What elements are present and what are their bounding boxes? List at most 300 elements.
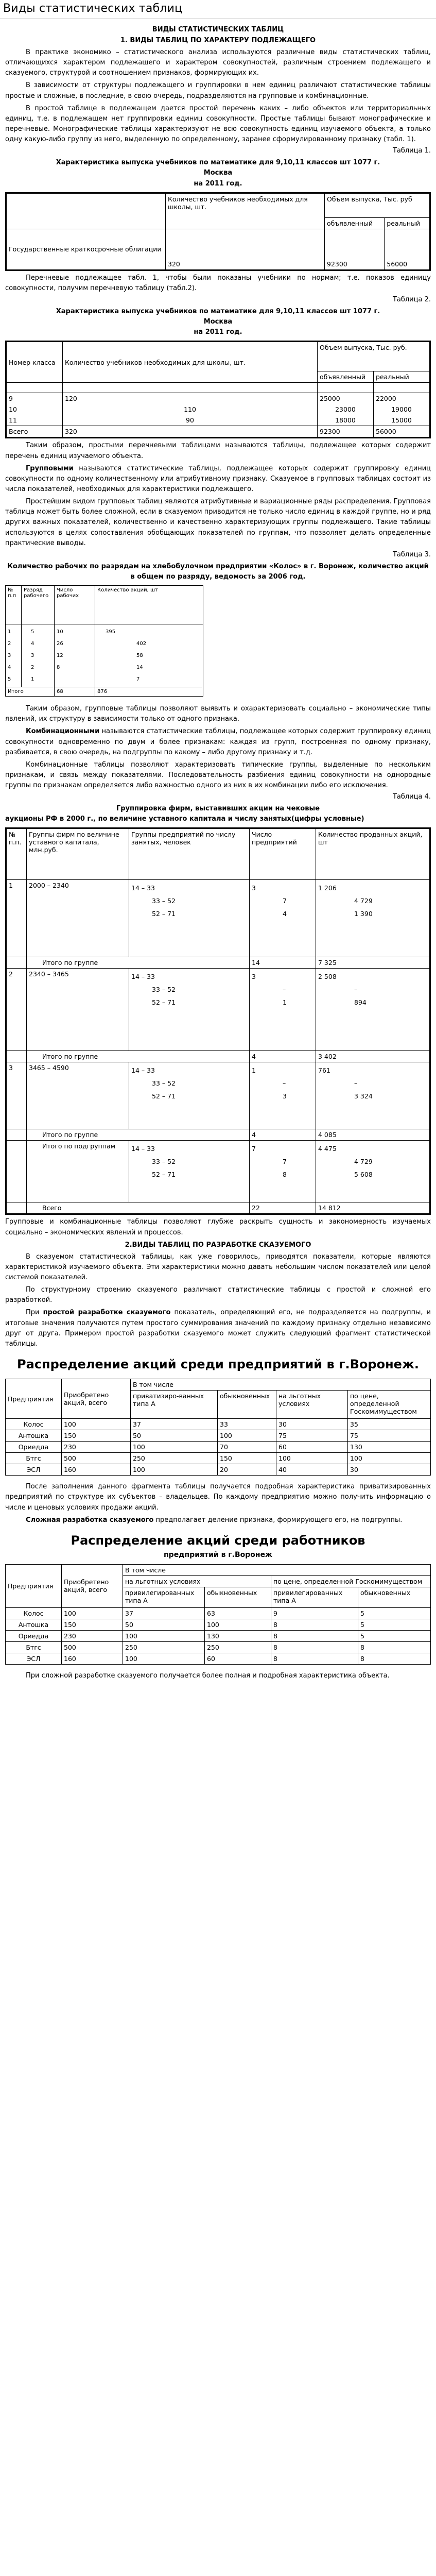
- table-cell: 50: [123, 1619, 205, 1630]
- table-header-price: по цене, определенной Госкомимуществом: [271, 1575, 431, 1587]
- table-cell: 3: [6, 1062, 27, 1129]
- header-divider: [0, 18, 436, 19]
- term: Сложная разработка сказуемого: [26, 1516, 154, 1524]
- table-cell: [129, 969, 250, 1051]
- table-row: [6, 1464, 431, 1476]
- table-header-price: по цене, определенной Госкомимуществом: [348, 1391, 431, 1419]
- paragraph-text: показатель, определяющий его, не подразделяется на подгруппы, и итоговые значения получаются путем простого суммирования значений по каждому признаку отдельно независимо друг от друга. Примером простой разработки сказуемого может служить следующий фрагмент статистической таблицы.: [5, 1309, 431, 1348]
- table-cell: 500: [62, 1641, 123, 1653]
- table-cell: 230: [62, 1630, 123, 1641]
- table-row: [6, 1442, 431, 1453]
- cell-line: 18000: [335, 416, 356, 425]
- table-header-no: № п.п: [6, 586, 22, 624]
- table-header-groups: Группы фирм по величине уставного капитала, млн.руб.: [27, 828, 129, 880]
- table-cell: Колос: [6, 1607, 62, 1619]
- paragraph: Перечневые подлежащее табл. 1, чтобы были показаны учебники по нормам; т.е. показов единицу совокупности, получим перечневую таблицу (табл.2).: [5, 274, 431, 292]
- table-cell: [374, 393, 430, 426]
- cell-line: 33 – 52: [152, 1079, 176, 1088]
- table-cell: Всего: [6, 426, 63, 438]
- cell-line: 4: [283, 910, 287, 918]
- table-header-shares: Количество проданных акций, шт: [316, 828, 430, 880]
- table-cell: Итого по группе: [27, 957, 250, 969]
- table-cell: [250, 880, 316, 957]
- table-header-no: № п.п.: [6, 828, 27, 880]
- cell-line: 12: [57, 653, 63, 659]
- table-2-caption: [5, 307, 431, 337]
- table-subtotal-row: [6, 1129, 430, 1141]
- table-cell: 500: [62, 1453, 131, 1464]
- table-cell: 2: [6, 969, 27, 1051]
- table-cell: 63: [205, 1607, 271, 1619]
- table-cell: 2000 – 2340: [27, 880, 129, 957]
- table-subtotal-row: [6, 1051, 430, 1062]
- cell-line: 19000: [391, 405, 412, 414]
- cell-line: 3: [252, 884, 256, 892]
- cell-line: 1 390: [354, 910, 373, 918]
- table-6: [5, 1564, 431, 1665]
- table-header-incl: В том числе: [123, 1564, 431, 1575]
- table-total-row: [6, 1202, 430, 1214]
- table-cell: [95, 624, 203, 687]
- table-header-sub: Группы предприятий по числу занятых, человек: [129, 828, 250, 880]
- paragraph: В практике экономико – статистического анализа используются различные виды статистических таблиц, отличающихся характером подлежащего и характером совокупностей, различным строением подлежащего и сказуемого, структурой и соотношением признаков, формирующих их.: [5, 48, 431, 77]
- table-header-priv: привилегированных типа А: [271, 1587, 358, 1607]
- table-header-priv: приватизиро-ванных типа А: [131, 1391, 218, 1419]
- paragraph: В простой таблице в подлежащем дается простой перечень каких – либо объектов или территориальных единиц, т.е. в подлежащем нет группировки единиц совокупности. Простые таблицы бывают монографические и перечневые. Монографические таблицы характеризуют не всю совокупность единиц изучаемого объекта, а только одну какую-либо группу из него, выделенную по определенному, заранее сформулированному признаку (табл. 1).: [5, 104, 431, 144]
- caption-line: Москва: [203, 318, 233, 326]
- table-cell: 75: [276, 1430, 348, 1442]
- table-header-ord: обыкновенных: [205, 1587, 271, 1607]
- cell-line: 52 – 71: [152, 1092, 176, 1100]
- cell-line: 8: [283, 1171, 287, 1179]
- table-header-real: реальный: [374, 371, 430, 383]
- table-cell: 22: [250, 1202, 316, 1214]
- table-cell: 70: [218, 1442, 276, 1453]
- cell-line: 402: [136, 641, 147, 647]
- table-cell: [6, 957, 27, 969]
- cell-line: 9: [9, 395, 13, 403]
- table-header-company: Предприятия: [6, 1379, 62, 1419]
- table-cell: 56000: [374, 426, 430, 438]
- table-row-name: Государственные краткосрочные облигации: [6, 229, 166, 270]
- table-cell: 33: [218, 1419, 276, 1430]
- table-cell: 100: [123, 1630, 205, 1641]
- cell-line: 14 – 33: [131, 884, 155, 892]
- table-cell: 100: [62, 1607, 123, 1619]
- paragraph: В сказуемом статистической таблицы, как уже говорилось, приводятся показатели, которые являются характеристикой изучаемого объекта. Эти характеристики можно давать небольшим числом показателей или целой системой показателей.: [5, 1252, 431, 1282]
- table-cell: 8: [271, 1653, 358, 1664]
- cell-line: 4 729: [354, 897, 373, 905]
- table-cell: 876: [95, 687, 203, 697]
- cell-line: –: [283, 1079, 286, 1088]
- table-header-declared: объявленный: [318, 371, 374, 383]
- cell-line: 3 324: [354, 1092, 373, 1100]
- paragraph-text: предполагает деление признака, формирующего его, на подгруппы.: [153, 1516, 403, 1524]
- cell-line: –: [354, 986, 358, 994]
- cell-line: 14 – 33: [131, 1145, 155, 1153]
- cell-line: 11: [9, 416, 17, 425]
- cell-line: 14 – 33: [131, 973, 155, 981]
- table-cell: 250: [123, 1641, 205, 1653]
- table-row: [6, 969, 430, 1051]
- cell-line: 761: [318, 1066, 330, 1075]
- section-2-title: 2.ВИДЫ ТАБЛИЦ ПО РАЗРАБОТКЕ СКАЗУЕМОГО: [125, 1241, 311, 1249]
- table-cell: 92300: [318, 426, 374, 438]
- cell-line: 4: [8, 665, 11, 671]
- table-cell: 100: [348, 1453, 431, 1464]
- table-header-priv: привилегированных типа А: [123, 1587, 205, 1607]
- cell-line: 3: [283, 1092, 287, 1100]
- table-cell: [6, 393, 63, 426]
- table-cell: 8: [358, 1641, 431, 1653]
- table-5: [5, 1379, 431, 1476]
- cell-line: 894: [354, 998, 367, 1007]
- cell-line: 52 – 71: [152, 910, 176, 918]
- paragraph: [5, 726, 431, 757]
- cell-line: 33 – 52: [152, 897, 176, 905]
- cell-line: 10: [9, 405, 17, 414]
- caption-line: на 2011 год.: [194, 328, 242, 336]
- table-header-pref: на льготных условиях: [123, 1575, 271, 1587]
- table-cell: 230: [62, 1442, 131, 1453]
- table-cell: 150: [62, 1430, 131, 1442]
- cell-line: –: [283, 986, 286, 994]
- table-cell: 56000: [385, 229, 430, 270]
- cell-line: 395: [106, 629, 116, 635]
- table-6-title: Распределение акций среди работников: [71, 1533, 365, 1548]
- table-cell: [129, 1141, 250, 1202]
- paragraph: По структурному строению сказуемого различают статистические таблицы с простой и сложной его разработкой.: [5, 1286, 431, 1304]
- paragraph: Таким образом, групповые таблицы позволяют выявить и охарактеризовать социально – экономические типы явлений, их структуру в зависимости только от одного признака.: [5, 705, 431, 723]
- page-title: Виды статистических таблиц: [3, 2, 183, 15]
- paragraph: Комбинационные таблицы позволяют характеризовать типические группы, выделенные по нескольким признакам, и связь между показателями. Последовательность разбиения единиц совокупности на однородные группы по признакам определяется либо важностью одного из них в их комбинации либо его исключения.: [5, 760, 431, 790]
- cell-line: 2 508: [318, 973, 337, 981]
- table-subtotal-row: [6, 957, 430, 969]
- table-cell: 150: [218, 1453, 276, 1464]
- table-4: [5, 827, 431, 1215]
- table-header-count: Количество учебников необходимых для школы, шт.: [166, 193, 325, 229]
- table-cell: [316, 880, 430, 957]
- cell-line: 7: [136, 676, 140, 683]
- paragraph-text: называются статистические таблицы, подлежащее которых содержит группировку единиц совокупности одновременно по двум и более признакам: каждая из групп, построенная по одному признаку, разбивается, в свою очередь, на подгруппы по какому – либо другому признаку и т.д.: [5, 727, 431, 756]
- table-row: [6, 1419, 431, 1430]
- table-cell: 320: [63, 426, 318, 438]
- table-cell: [250, 969, 316, 1051]
- cell-line: 1: [31, 676, 34, 683]
- cell-line: 15000: [391, 416, 412, 425]
- table-cell: 7 325: [316, 957, 430, 969]
- table-row: [6, 1641, 431, 1653]
- table-cell: 100: [123, 1653, 205, 1664]
- table-header-acquired: Приобретено акций, всего: [62, 1379, 131, 1419]
- cell-line: 3: [31, 653, 34, 659]
- table-cell: [318, 393, 374, 426]
- table-cell: 60: [276, 1442, 348, 1453]
- cell-line: 14 – 33: [131, 1066, 155, 1075]
- paragraph: В зависимости от структуры подлежащего и группировки в нем единиц различают статистические таблицы простые и сложные, в последние, в свою очередь, подразделяются на групповые и комбинационные.: [5, 81, 431, 100]
- table-total-row: [6, 687, 203, 697]
- table-cell: Ориедда: [6, 1630, 62, 1641]
- table-cell: [6, 1202, 27, 1214]
- table-cell: [6, 1141, 27, 1202]
- table-header-pref: на льготных условиях: [276, 1391, 348, 1419]
- paragraph: При сложной разработке сказуемого получается более полная и подробная характеристика объекта.: [26, 1671, 390, 1680]
- table-total-row: [6, 426, 430, 438]
- table-cell: 4: [250, 1129, 316, 1141]
- table-row: [6, 393, 430, 426]
- table-cell: [6, 383, 63, 393]
- cell-line: 8: [57, 665, 60, 671]
- table-cell: 60: [205, 1653, 271, 1664]
- table-header-acquired: Приобретено акций, всего: [62, 1564, 123, 1607]
- cell-line: 5 608: [354, 1171, 373, 1179]
- paragraph: После заполнения данного фрагмента таблицы получается подробная характеристика приватизированных предприятий по структуре их субъектов – владельцев. По каждому предприятию можно получить информацию о числе и ценовых условиях продажи акций.: [5, 1483, 431, 1512]
- table-cell: 5: [358, 1607, 431, 1619]
- table-header-real: реальный: [385, 217, 430, 229]
- cell-line: 10: [57, 629, 63, 635]
- cell-line: –: [354, 1079, 358, 1088]
- table-cell: 100: [218, 1430, 276, 1442]
- main-title: ВИДЫ СТАТИСТИЧЕСКИХ ТАБЛИЦ: [152, 26, 284, 33]
- caption-line: Группировка фирм, выставивших акции на чековые: [116, 805, 320, 813]
- paragraph: [5, 1308, 431, 1349]
- cell-line: 4 729: [354, 1158, 373, 1166]
- cell-line: 2: [8, 641, 11, 647]
- cell-line: 7: [283, 897, 287, 905]
- table-cell: [316, 1062, 430, 1129]
- table-cell: [318, 383, 374, 393]
- table-2-label: Таблица 2.: [392, 295, 431, 303]
- table-cell: Итого по группе: [27, 1051, 250, 1062]
- table-3-label: Таблица 3.: [392, 550, 431, 558]
- table-row: [6, 1141, 430, 1202]
- table-3: [5, 585, 203, 697]
- cell-line: 90: [186, 416, 194, 425]
- table-cell: Колос: [6, 1419, 62, 1430]
- table-cell: 50: [131, 1430, 218, 1442]
- table-cell: [63, 393, 318, 426]
- table-2: [5, 341, 431, 438]
- table-cell: 130: [348, 1442, 431, 1453]
- table-cell: ЭСЛ: [6, 1653, 62, 1664]
- table-4-label: Таблица 4.: [392, 793, 431, 801]
- table-cell: 100: [131, 1464, 218, 1476]
- table-header-company: Предприятия: [6, 1564, 62, 1607]
- table-cell: 9: [271, 1607, 358, 1619]
- table-cell: 14: [250, 957, 316, 969]
- table-header-shares: Количество акций, шт: [95, 586, 203, 624]
- cell-line: 58: [136, 653, 143, 659]
- cell-line: 23000: [335, 405, 356, 414]
- table-cell: Всего: [27, 1202, 250, 1214]
- table-cell: 3465 – 4590: [27, 1062, 129, 1129]
- table-cell: 8: [358, 1653, 431, 1664]
- term: простой разработке сказуемого: [43, 1309, 171, 1317]
- table-cell: 4: [250, 1051, 316, 1062]
- table-cell: 37: [123, 1607, 205, 1619]
- table-header-incl: В том числе: [131, 1379, 431, 1391]
- cell-line: 3: [252, 973, 256, 981]
- table-cell: [316, 1141, 430, 1202]
- table-cell: Итого: [6, 687, 55, 697]
- table-cell: 320: [166, 229, 325, 270]
- table-cell: 100: [205, 1619, 271, 1630]
- table-row: [6, 1630, 431, 1641]
- table-cell: [6, 624, 22, 687]
- table-cell: Итого по подгруппам: [27, 1141, 129, 1202]
- table-cell: Антошка: [6, 1619, 62, 1630]
- cell-line: 5: [8, 676, 11, 683]
- caption-line: Характеристика выпуска учебников по математике для 9,10,11 классов шт 1077 г.: [56, 307, 380, 315]
- table-cell: Бтгс: [6, 1641, 62, 1653]
- cell-line: 7: [283, 1158, 287, 1166]
- table-cell: 100: [276, 1453, 348, 1464]
- cell-line: 1 206: [318, 884, 337, 892]
- table-cell: 8: [271, 1641, 358, 1653]
- table-header-num: Число предприятий: [250, 828, 316, 880]
- table-cell: 68: [55, 687, 95, 697]
- table-cell: 250: [131, 1453, 218, 1464]
- table-cell: [6, 193, 166, 229]
- paragraph: Групповые и комбинационные таблицы позволяют глубже раскрыть сущность и закономерность изучаемых социально – экономических явлений и процессов.: [5, 1218, 431, 1236]
- cell-line: 2: [31, 665, 34, 671]
- term: Комбинационными: [26, 727, 100, 736]
- caption-line: Москва: [203, 169, 233, 177]
- table-3-caption: Количество рабочих по разрядам на хлебобулочном предприятии «Колос» в г. Воронеж, количество акций в общем по разряду, ведомость за 2006 год.: [7, 562, 429, 581]
- table-cell: 14 812: [316, 1202, 430, 1214]
- caption-line: аукционы РФ в 2000 г., по величине уставного капитала и числу занятых(цифры условные): [5, 815, 364, 823]
- table-header-declared: объявленный: [325, 217, 385, 229]
- table-cell: 4 085: [316, 1129, 430, 1141]
- table-cell: 100: [131, 1442, 218, 1453]
- cell-line: 1: [283, 998, 287, 1007]
- cell-line: 4 475: [318, 1145, 337, 1153]
- cell-line: 120: [65, 395, 77, 403]
- table-cell: [6, 1129, 27, 1141]
- section-1-title: 1. ВИДЫ ТАБЛИЦ ПО ХАРАКТЕРУ ПОДЛЕЖАЩЕГО: [120, 37, 316, 44]
- table-1-caption: [5, 158, 431, 189]
- table-cell: 5: [358, 1619, 431, 1630]
- cell-line: 4: [31, 641, 34, 647]
- page-header: [0, 0, 436, 19]
- table-row: [6, 624, 203, 687]
- table-cell: 160: [62, 1464, 131, 1476]
- table-cell: 100: [62, 1419, 131, 1430]
- term: Групповыми: [26, 464, 74, 472]
- table-cell: 75: [348, 1430, 431, 1442]
- table-cell: 150: [62, 1619, 123, 1630]
- paragraph: [5, 1515, 431, 1526]
- table-cell: Итого по группе: [27, 1129, 250, 1141]
- table-cell: 8: [271, 1619, 358, 1630]
- cell-line: 5: [31, 629, 34, 635]
- table-cell: 35: [348, 1419, 431, 1430]
- table-header-class: Номер класса: [6, 342, 63, 383]
- cell-line: 22000: [376, 395, 396, 403]
- table-header-count: Количество учебников необходимых для школы, шт.: [63, 342, 318, 383]
- table-cell: 5: [358, 1630, 431, 1641]
- caption-line: Характеристика выпуска учебников по математике для 9,10,11 классов шт 1077 г.: [56, 159, 380, 167]
- table-1-label: Таблица 1.: [392, 147, 431, 155]
- paragraph-text: При: [26, 1309, 43, 1317]
- cell-line: 14: [136, 665, 143, 671]
- table-cell: [250, 1062, 316, 1129]
- table-cell: 92300: [325, 229, 385, 270]
- cell-line: 7: [252, 1145, 256, 1153]
- cell-line: 33 – 52: [152, 1158, 176, 1166]
- caption-line: на 2011 год.: [194, 179, 242, 188]
- cell-line: 110: [184, 405, 196, 414]
- table-1: [5, 192, 431, 271]
- table-row: [6, 1619, 431, 1630]
- table-row: [6, 1607, 431, 1619]
- table-header-ord: обыкновенных: [218, 1391, 276, 1419]
- table-cell: 37: [131, 1419, 218, 1430]
- paragraph: Простейшим видом групповых таблиц являются атрибутивные и вариационные ряды распределения. Групповая таблица может быть более сложной, если в сказуемом приводится не только число единиц в каждой группе, но и ряд других важных показателей, количественно и качественно характеризующих группы подлежащего. Такие таблицы используются в целях сопоставления обобщающих показателей по группам, что позволяет делать определенные практические выводы.: [5, 498, 431, 547]
- table-header-workers: Число рабочих: [55, 586, 95, 624]
- table-6-subtitle: предприятий в г.Воронеж: [164, 1550, 272, 1559]
- cell-line: 52 – 71: [152, 1171, 176, 1179]
- paragraph: [5, 464, 431, 495]
- table-cell: [250, 1141, 316, 1202]
- table-cell: [129, 1062, 250, 1129]
- table-row: [6, 880, 430, 957]
- table-cell: Ориедда: [6, 1442, 62, 1453]
- table-cell: 160: [62, 1653, 123, 1664]
- table-cell: 8: [271, 1630, 358, 1641]
- paragraph-text: называются статистические таблицы, подлежащее которых содержит группировку единиц совокупности по одному количественному или атрибутивному признаку. Сказуемое в групповых таблицах состоит из числа показателей, необходимых для характеристики подлежащего.: [5, 464, 431, 493]
- table-cell: 130: [205, 1630, 271, 1641]
- table-cell: ЭСЛ: [6, 1464, 62, 1476]
- cell-line: 25000: [320, 395, 340, 403]
- table-header-volume: Объем выпуска, Тыс. руб: [325, 193, 430, 217]
- table-cell: [316, 969, 430, 1051]
- cell-line: 26: [57, 641, 63, 647]
- table-cell: 250: [205, 1641, 271, 1653]
- table-cell: 40: [276, 1464, 348, 1476]
- table-cell: Бтгс: [6, 1453, 62, 1464]
- table-cell: [129, 880, 250, 957]
- table-cell: Антошка: [6, 1430, 62, 1442]
- table-5-title: Распределение акций среди предприятий в г.Воронеж.: [17, 1357, 419, 1372]
- table-cell: 30: [276, 1419, 348, 1430]
- table-cell: [374, 383, 430, 393]
- table-cell: 20: [218, 1464, 276, 1476]
- article-body: [5, 23, 431, 1683]
- paragraph: Таким образом, простыми перечневыми таблицами называются таблицы, подлежащее которых содержит перечень единиц изучаемого объекта.: [5, 442, 431, 460]
- table-header-ord: обыкновенных: [358, 1587, 431, 1607]
- table-cell: 2340 – 3465: [27, 969, 129, 1051]
- table-cell: 1: [6, 880, 27, 957]
- table-header-volume: Объем выпуска, Тыс. руб.: [318, 342, 430, 371]
- cell-line: 1: [252, 1066, 256, 1075]
- table-cell: [55, 624, 95, 687]
- table-4-caption: [5, 804, 431, 824]
- cell-line: 3: [8, 653, 11, 659]
- table-cell: [6, 1051, 27, 1062]
- table-row: [6, 1453, 431, 1464]
- table-cell: 3 402: [316, 1051, 430, 1062]
- table-cell: 30: [348, 1464, 431, 1476]
- table-header-rank: Разряд рабочего: [22, 586, 55, 624]
- table-row: [6, 1430, 431, 1442]
- table-row: [6, 1653, 431, 1664]
- cell-line: 52 – 71: [152, 998, 176, 1007]
- table-row: [6, 1062, 430, 1129]
- table-cell: [63, 383, 318, 393]
- cell-line: 33 – 52: [152, 986, 176, 994]
- table-cell: [22, 624, 55, 687]
